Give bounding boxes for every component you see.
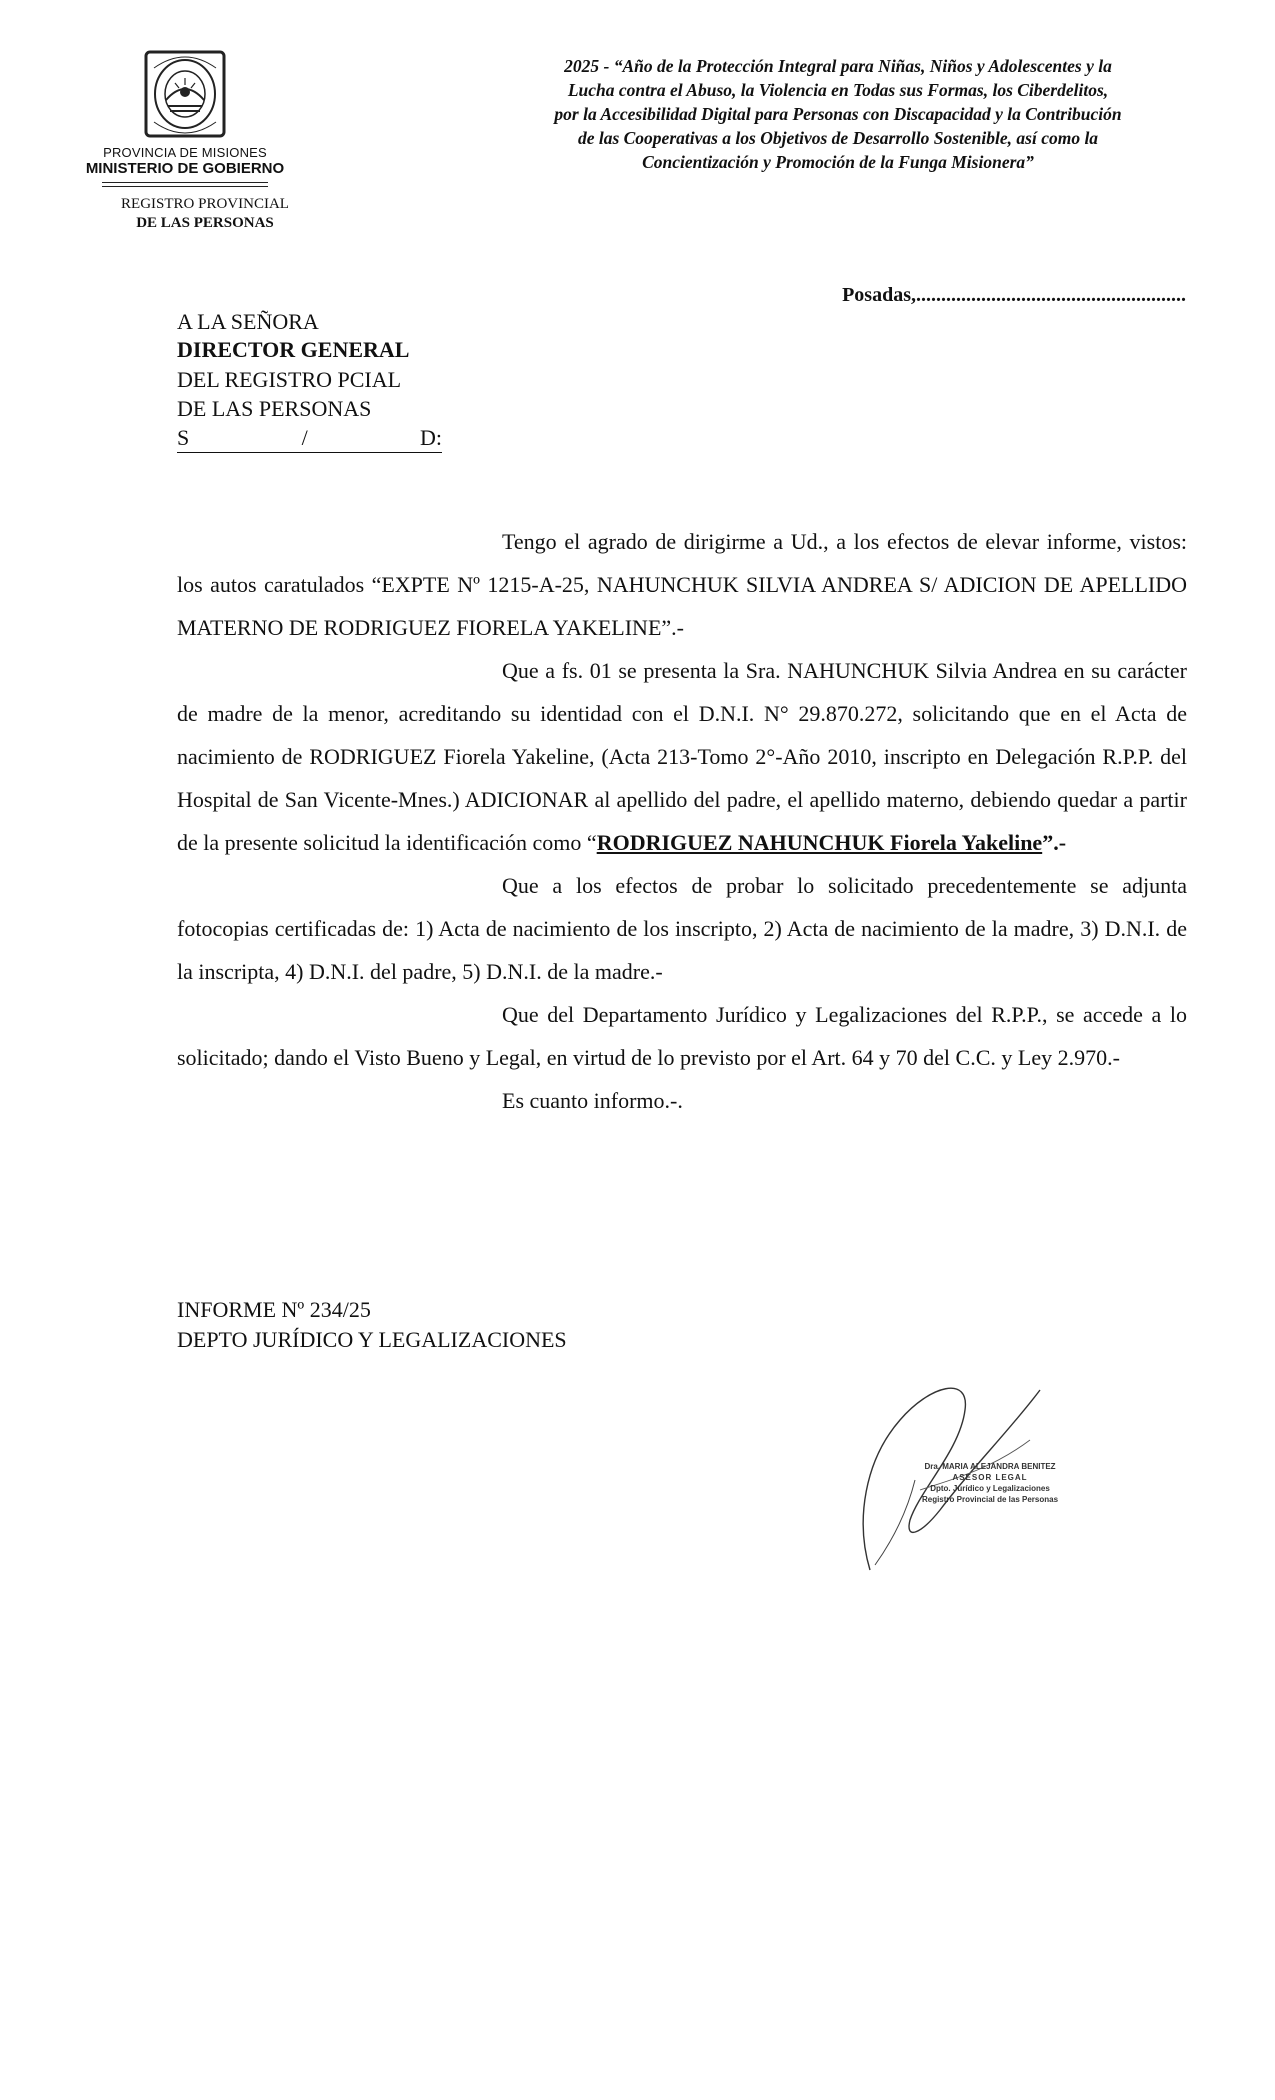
year-motto — [478, 54, 1198, 174]
motto-line: por la Accesibilidad Digital para Personas con Discapacidad y la Contribución — [554, 104, 1122, 124]
header-divider — [102, 182, 268, 183]
paragraph-intro: Tengo el agrado de dirigirme a Ud., a los efectos de elevar informe, vistos: los autos caratulados “EXPTE Nº 1215-A-25, NAHUNCHUK SILVIA ANDREA S/ ADICION DE APELLIDO MATERNO DE RODRIGUEZ FIORELA YAKELINE”.- — [177, 529, 1187, 640]
paragraph-request — [177, 649, 1187, 864]
sd-part: D: — [420, 425, 442, 450]
report-department: DEPTO JURÍDICO Y LEGALIZACIONES — [177, 1327, 567, 1352]
sd-part: S — [177, 425, 190, 450]
stamp-name: Dra. MARIA ALEJANDRA BENITEZ — [924, 1462, 1056, 1471]
motto-line: de las Cooperativas a los Objetivos de Desarrollo Sostenible, así como la — [577, 128, 1099, 148]
registry-name-line2: DE LAS PERSONAS — [136, 215, 274, 231]
place-date: Posadas,...................................................... — [842, 284, 1186, 306]
report-reference — [177, 1295, 567, 1355]
request-end: ”.- — [1042, 830, 1067, 855]
sd-line — [177, 424, 442, 453]
new-name-emphasis: RODRIGUEZ NAHUNCHUK Fiorela Yakeline — [596, 830, 1043, 855]
report-body — [177, 520, 1187, 1122]
provincial-seal-icon — [140, 48, 230, 140]
request-text: Que a fs. 01 se presenta la Sra. NAHUNCHUK Silvia Andrea en su carácter de madre de la menor, acreditando su identidad con el D.N.I. N° 29.870.272, solicitando que en el Acta de nacimiento de RODRIGUEZ Fiorela Yakeline, (Acta 213-Tomo 2°-Año 2010, inscripto en Delegación R.P.P. del Hospital de San Vicente-Mnes.) ADICIONAR al apellido del padre, el apellido materno, debiendo quedar a partir de la presente solicitud la identificación como — [177, 658, 1187, 855]
quote-open: “ — [586, 830, 597, 855]
paragraph-approval: Que del Departamento Jurídico y Legalizaciones del R.P.P., se accede a lo solicitado; dando el Visto Bueno y Legal, en virtud de lo previsto por el Art. 64 y 70 del C.C. y Ley 2.970.- — [177, 1002, 1187, 1070]
addressee-line2: DIRECTOR GENERAL — [177, 337, 410, 362]
addressee-line1: A LA SEÑORA — [177, 309, 319, 334]
sd-part: / — [301, 425, 308, 450]
stamp-title: ASESOR LEGAL — [952, 1473, 1028, 1482]
motto-line: Lucha contra el Abuso, la Violencia en Todas sus Formas, los Ciberdelitos, — [567, 80, 1109, 100]
addressee-line4: DE LAS PERSONAS — [177, 396, 372, 421]
motto-line: 2025 - “Año de la Protección Integral para Niñas, Niños y Adolescentes y la — [564, 56, 1112, 76]
province-name: PROVINCIA DE MISIONES — [103, 145, 267, 160]
stamp-registry: Registro Provincial de las Personas — [921, 1495, 1059, 1504]
paragraph-attachments: Que a los efectos de probar lo solicitado precedentemente se adjunta fotocopias certificadas de: 1) Acta de nacimiento de los inscripto, 2) Acta de nacimiento de la madre, 3) D.N.I. de la inscripta, 4) D.N.I. del padre, 5) D.N.I. de la madre.- — [177, 873, 1187, 984]
ministry-name: MINISTERIO DE GOBIERNO — [85, 160, 285, 177]
report-number: INFORME Nº 234/25 — [177, 1297, 371, 1322]
motto-line: Concientización y Promoción de la Funga Misionera” — [642, 152, 1034, 172]
paragraph-closing: Es cuanto informo.-. — [502, 1088, 683, 1113]
registry-name-line1: REGISTRO PROVINCIAL — [121, 196, 289, 212]
stamp-department: Dpto. Jurídico y Legalizaciones — [930, 1484, 1050, 1493]
addressee-line3: DEL REGISTRO PCIAL — [177, 367, 402, 392]
header-divider — [102, 186, 268, 187]
